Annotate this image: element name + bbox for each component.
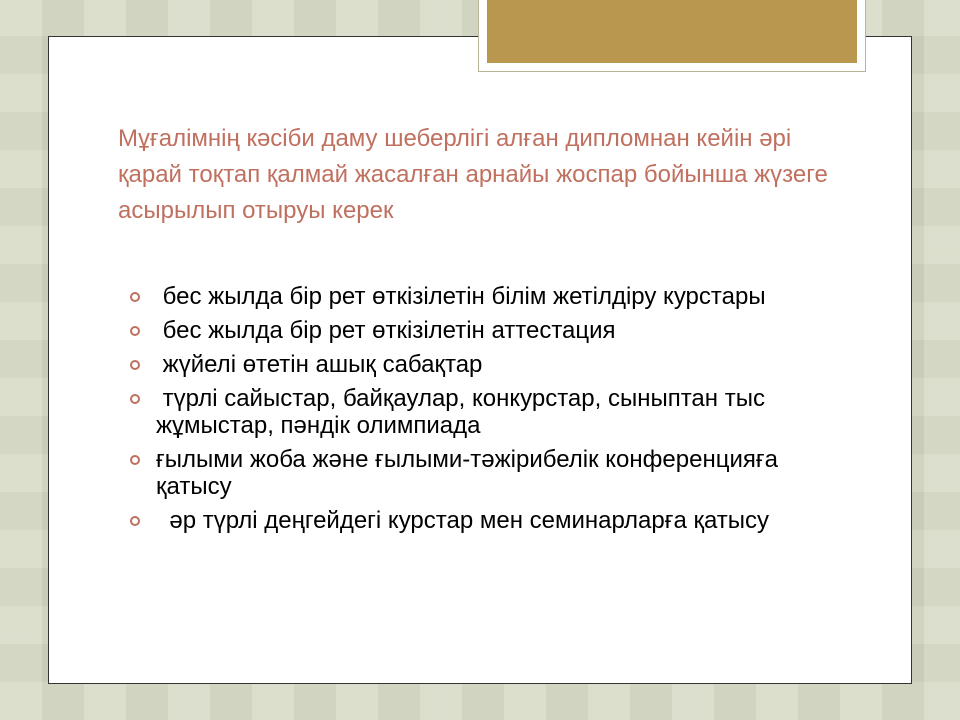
bullet-text: бес жылда бір рет өткізілетін білім жетілдіру курстары bbox=[156, 283, 766, 310]
bullet-item-open-lessons bbox=[130, 351, 830, 378]
bullet-text: әр түрлі деңгейдегі курстар мен семинарларға қатысу bbox=[156, 507, 770, 534]
bullet-list bbox=[130, 283, 830, 541]
bullet-item-conference bbox=[130, 446, 830, 500]
bullet-circle-icon bbox=[130, 394, 140, 404]
bullet-item-courses bbox=[130, 283, 830, 310]
bullet-circle-icon bbox=[130, 326, 140, 336]
bullet-item-attestation bbox=[130, 317, 830, 344]
bullet-item-seminars bbox=[130, 507, 830, 534]
bullet-text: ғылыми жоба және ғылыми-тәжірибелік конференцияға қатысу bbox=[156, 446, 785, 500]
slide-title: Мұғалімнің кәсіби даму шеберлігі алған дипломнан кейін әрі қарай тоқтап қалмай жасалған арнайы жоспар бойынша жүзеге асырылып отыруы керек bbox=[118, 125, 828, 224]
bullet-text: жүйелі өтетін ашық сабақтар bbox=[156, 351, 483, 378]
decorative-accent-block bbox=[487, 0, 857, 63]
bullet-text: бес жылда бір рет өткізілетін аттестация bbox=[156, 317, 616, 344]
bullet-circle-icon bbox=[130, 360, 140, 370]
bullet-circle-icon bbox=[130, 292, 140, 302]
bullet-circle-icon bbox=[130, 516, 140, 526]
bullet-text: түрлі сайыстар, байқаулар, конкурстар, сыныптан тыс жұмыстар, пәндік олимпиада bbox=[156, 385, 772, 439]
bullet-circle-icon bbox=[130, 455, 140, 465]
bullet-item-competitions bbox=[130, 385, 830, 439]
